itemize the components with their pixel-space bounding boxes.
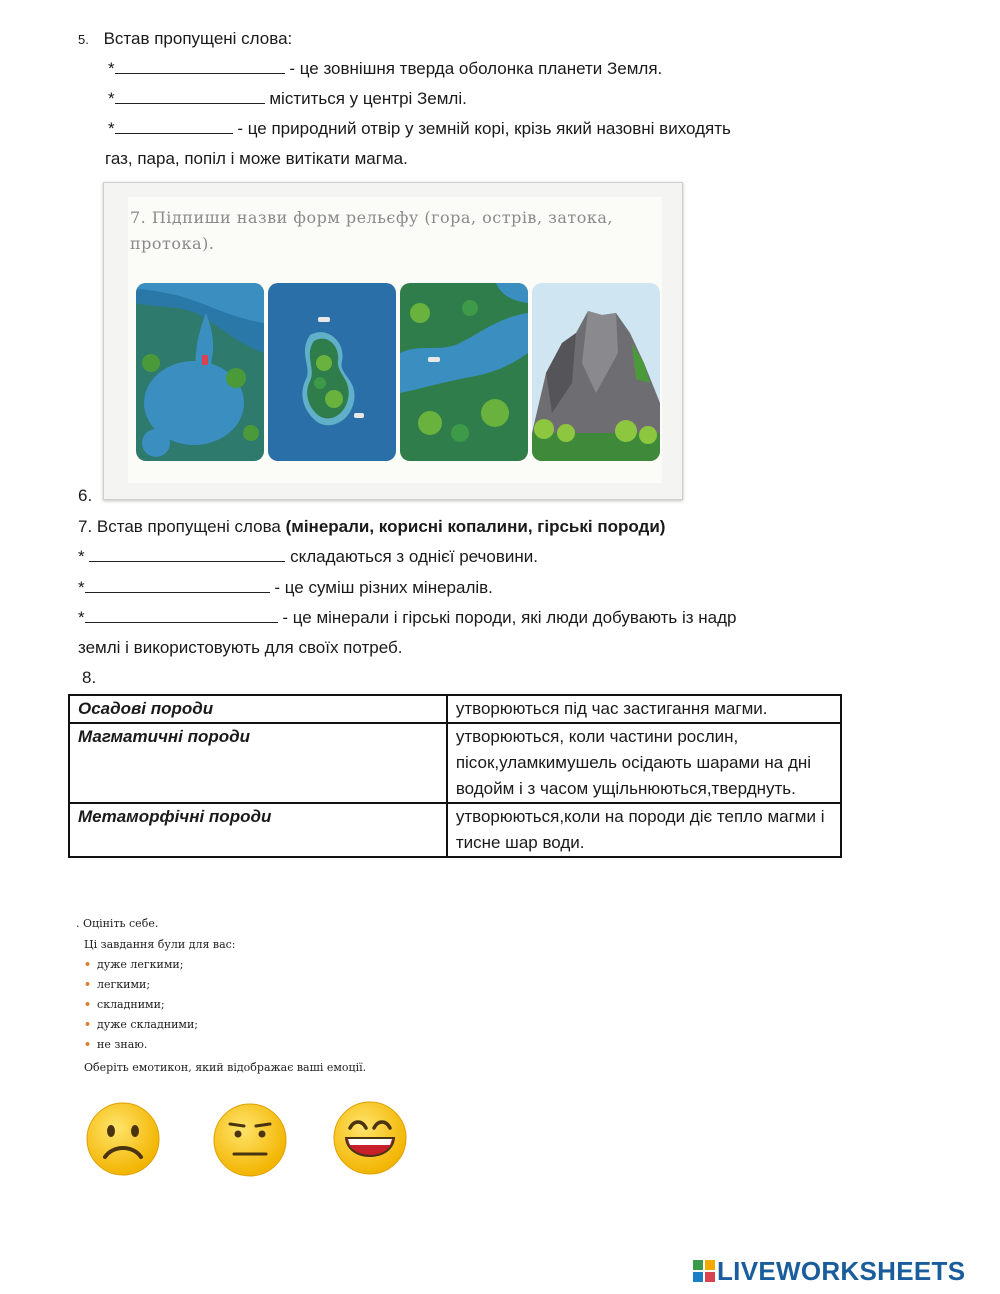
rock-definition: утворюються під час застигання магми. bbox=[447, 695, 841, 723]
rock-definition: утворюються,коли на породи діє тепло магми і тисне шар води. bbox=[447, 803, 841, 857]
answer-blank[interactable] bbox=[115, 89, 265, 104]
star-marker: * bbox=[78, 547, 85, 566]
image-task-title: 7. Підпиши назви форм рельєфу (гора, острів, затока, протока). bbox=[130, 208, 613, 253]
star-marker: * bbox=[108, 89, 115, 108]
task7-word-bank: (мінерали, корисні копалини, гірські породи) bbox=[285, 517, 666, 536]
bay-illustration bbox=[136, 283, 264, 461]
happy-face-icon[interactable] bbox=[332, 1100, 408, 1181]
bullet-icon: • bbox=[84, 978, 92, 991]
task7-line-2 bbox=[78, 577, 493, 599]
option-label: не знаю. bbox=[97, 1038, 148, 1051]
star-marker: * bbox=[108, 119, 115, 138]
task5-line-3 bbox=[108, 118, 731, 140]
rock-term: Магматичні породи bbox=[69, 723, 447, 803]
self-assessment-intro: Ці завдання були для вас: bbox=[84, 938, 236, 951]
task7-line-1 bbox=[78, 546, 538, 568]
task7-continuation: землі і використовують для своїх потреб. bbox=[78, 638, 403, 657]
strait-illustration bbox=[400, 283, 528, 461]
task5-line-2 bbox=[108, 88, 467, 110]
sad-face-icon[interactable] bbox=[85, 1101, 161, 1182]
answer-blank[interactable] bbox=[115, 59, 285, 74]
task5-title: Встав пропущені слова: bbox=[103, 29, 293, 48]
logo-squares-icon bbox=[693, 1258, 715, 1289]
task7-title: 7. Встав пропущені слова bbox=[78, 517, 286, 536]
task8-number: 8. bbox=[82, 668, 97, 687]
table-row bbox=[69, 803, 841, 857]
option-easy[interactable] bbox=[84, 978, 150, 992]
task7-line-3 bbox=[78, 607, 736, 629]
sentence-text: міститься у центрі Землі. bbox=[264, 89, 467, 108]
option-label: дуже легкими; bbox=[97, 958, 184, 971]
landforms-image-panel bbox=[103, 182, 683, 500]
rocks-table bbox=[68, 694, 842, 858]
sentence-text: - це зовнішня тверда оболонка планети Земля. bbox=[284, 59, 663, 78]
task5-continuation: газ, пара, попіл і може витікати магма. bbox=[105, 149, 408, 168]
sentence-text: складаються з однієї речовини. bbox=[285, 547, 539, 566]
liveworksheets-logo bbox=[693, 1256, 965, 1289]
emoticon-prompt: Оберіть емотикон, який відображає ваші емоції. bbox=[84, 1061, 367, 1074]
rock-term: Осадові породи bbox=[69, 695, 447, 723]
star-marker: * bbox=[108, 59, 115, 78]
option-dont-know[interactable] bbox=[84, 1038, 147, 1052]
sentence-text: - це природний отвір у земній корі, крізь який назовні виходять bbox=[232, 119, 731, 138]
sentence-text: - це суміш різних мінералів. bbox=[269, 578, 493, 597]
answer-blank[interactable] bbox=[115, 119, 233, 134]
rock-term: Метаморфічні породи bbox=[69, 803, 447, 857]
sentence-text: - це мінерали і гірські породи, які люди добувають із надр bbox=[277, 608, 737, 627]
answer-blank[interactable] bbox=[89, 547, 285, 562]
task5-heading bbox=[78, 28, 292, 51]
table-row bbox=[69, 695, 841, 723]
mountain-illustration bbox=[532, 283, 660, 461]
bullet-icon: • bbox=[84, 1018, 92, 1031]
bullet-icon: • bbox=[84, 998, 92, 1011]
neutral-face-icon[interactable] bbox=[212, 1102, 288, 1183]
self-assessment-heading: . Оцініть себе. bbox=[76, 917, 159, 930]
option-hard[interactable] bbox=[84, 998, 165, 1012]
option-label: легкими; bbox=[97, 978, 151, 991]
logo-text: LIVEWORKSHEETS bbox=[717, 1256, 966, 1286]
option-label: складними; bbox=[97, 998, 165, 1011]
task5-number: 5. bbox=[78, 32, 89, 47]
rock-definition: утворюються, коли частини рослин, пісок,уламкимушель осідають шарами на дні водойм і з часом ущільнюються,тверднуть. bbox=[447, 723, 841, 803]
answer-blank[interactable] bbox=[85, 608, 278, 623]
bullet-icon: • bbox=[84, 958, 92, 971]
landforms-image bbox=[128, 197, 662, 483]
option-very-easy[interactable] bbox=[84, 958, 183, 972]
island-illustration bbox=[268, 283, 396, 461]
task6-number: 6. bbox=[78, 486, 93, 505]
option-label: дуже складними; bbox=[97, 1018, 199, 1031]
option-very-hard[interactable] bbox=[84, 1018, 198, 1032]
star-marker: * bbox=[78, 578, 85, 597]
task5-line-1 bbox=[108, 58, 662, 80]
star-marker: * bbox=[78, 608, 85, 627]
task7-heading bbox=[78, 516, 665, 538]
table-row bbox=[69, 723, 841, 803]
bullet-icon: • bbox=[84, 1038, 92, 1051]
answer-blank[interactable] bbox=[85, 578, 270, 593]
